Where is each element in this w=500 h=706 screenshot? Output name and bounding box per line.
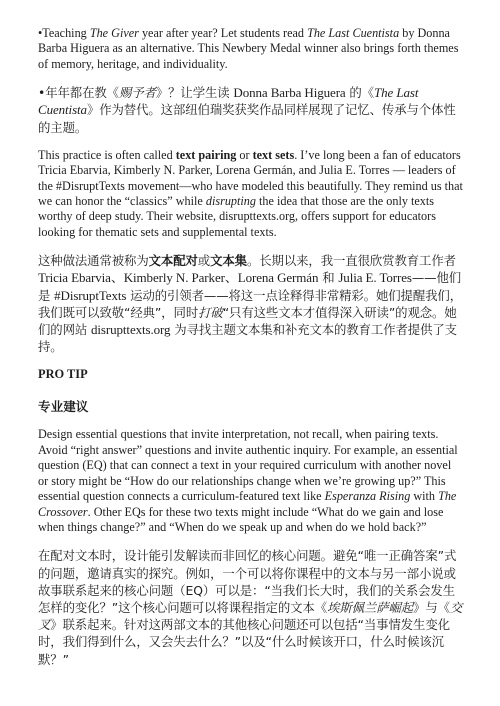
book-title: Esperanza Rising (324, 489, 411, 504)
text-run: 》？让学生读 (155, 85, 234, 101)
text-run: 为寻找主题文本集和补充文本的教育工作者提供了支持。 (38, 322, 457, 355)
paragraph-1-zh (38, 84, 464, 136)
paragraph-2-zh (38, 252, 464, 355)
book-title: The Crossover (38, 489, 457, 519)
educator-names: Tricia Ebarvia、Kimberly N. Parker、Lorena Germán (38, 270, 319, 286)
text-run: the idea that those are the only texts worthy of deep study. Their website, disrupttexts.org, offers support for educators looking for thematic sets and supplemental texts. (38, 194, 436, 239)
emphasis: disrupting (205, 194, 256, 209)
pro-tip-heading-en: PRO TIP (38, 367, 88, 382)
paragraph-3-zh (38, 547, 464, 667)
paragraph-2-en (38, 148, 464, 240)
book-title: 埃斯佩兰萨崛起 (327, 599, 414, 615)
paragraph-1-en (38, 26, 464, 72)
book-title: 赐予者 (118, 85, 156, 101)
text-run: 》与《 (413, 599, 450, 615)
text-run: •Teaching (38, 26, 90, 40)
text-run: year after year? Let students read (138, 26, 308, 40)
text-run: 这种做法通常被称为 (38, 253, 149, 269)
paragraph-3-en (38, 427, 464, 535)
text-run: by Donna Barba Higuera as an alternative. This Newbery Medal winner also brings forth themes of memory, heritage, and individuality. (38, 26, 459, 71)
text-run: 或 (197, 253, 211, 269)
text-run: or (236, 147, 253, 162)
text-run: ——他们是 (38, 270, 462, 303)
text-run: This practice is often called (38, 147, 176, 162)
text-run: 运动的引领者——将这一点诠释得非常精彩。她们提醒我们，我们既可以致敬“经典”，同时 (38, 287, 463, 320)
text-run: Design essential questions that invite interpretation, not recall, when pairing texts. Avoid “right answer” questions and invite authentic inquiry. For example, an essential question (EQ) that can connect a text in your required curriculum with another novel or story might be “How do our relationships change when we’re growing up?” This essential question connects a curriculum-featured text like (38, 427, 458, 504)
text-run: “只有这些文本才值得深入研读”的观念。她们的网站 (38, 304, 457, 338)
text-run: with (410, 489, 439, 504)
term-bold: text sets (252, 147, 295, 162)
emphasis: 打破 (198, 304, 223, 320)
term-bold: 文本集 (210, 253, 247, 269)
text-run: . I’ve long been a fan of educators Tricia Ebarvia, Kimberly N. Parker, Lorena Germán, and Julia E. Torres — leaders of the #DisruptTexts movement—who have modeled this beautifully. They remind us that we can honor the “classics” while (38, 147, 463, 209)
text-run: 》作为替代。这部纽伯瑞奖获奖作品同样展现了记忆、传承与个体性的主题。 (38, 102, 456, 135)
book-title: The Last Cuentista (38, 85, 419, 118)
book-title: The Last Cuentista (307, 26, 400, 40)
term-bold: text pairing (175, 147, 237, 162)
text-run: 。长期以来，我一直很欣赏教育工作者 (246, 253, 456, 269)
book-title: The Giver (89, 26, 139, 40)
educator-name: Julia E. Torres (338, 270, 412, 286)
author-name: Donna Barba Higuera (233, 85, 346, 101)
term-bold: 文本配对 (148, 253, 198, 269)
text-run: •年年都在教《 (38, 85, 119, 101)
hashtag: #DisruptTexts (54, 287, 127, 303)
book-title: 交叉 (38, 599, 463, 633)
text-run: 在配对文本时，设计能引发解读而非回忆的核心问题。避免“唯一正确答案”式的问题，邀请真实的探究。例如，一个可以将你课程中的文本与另一部小说或故事联系起来的核心问题（EQ）可以是：“当我们长大时，我们的关系会发生怎样的变化？”这个核心问题可以将课程指定的文本《 (38, 548, 457, 615)
text-run: 和 (318, 270, 339, 286)
text-run: 的《 (345, 85, 375, 101)
website: disrupttexts.org (91, 322, 171, 338)
pro-tip-heading-zh: 专业建议 (38, 399, 89, 415)
text-run: . Other EQs for these two texts might include “What do we gain and lose when things change?” and “When do we speak up and when do we hold back?” (38, 504, 444, 534)
text-run: 》联系起来。针对这两部文本的其他核心问题还可以包括“当事情发生变化时，我们得到什么，又会失去什么？”以及“什么时候该开口，什么时候该沉默？” (38, 617, 450, 667)
